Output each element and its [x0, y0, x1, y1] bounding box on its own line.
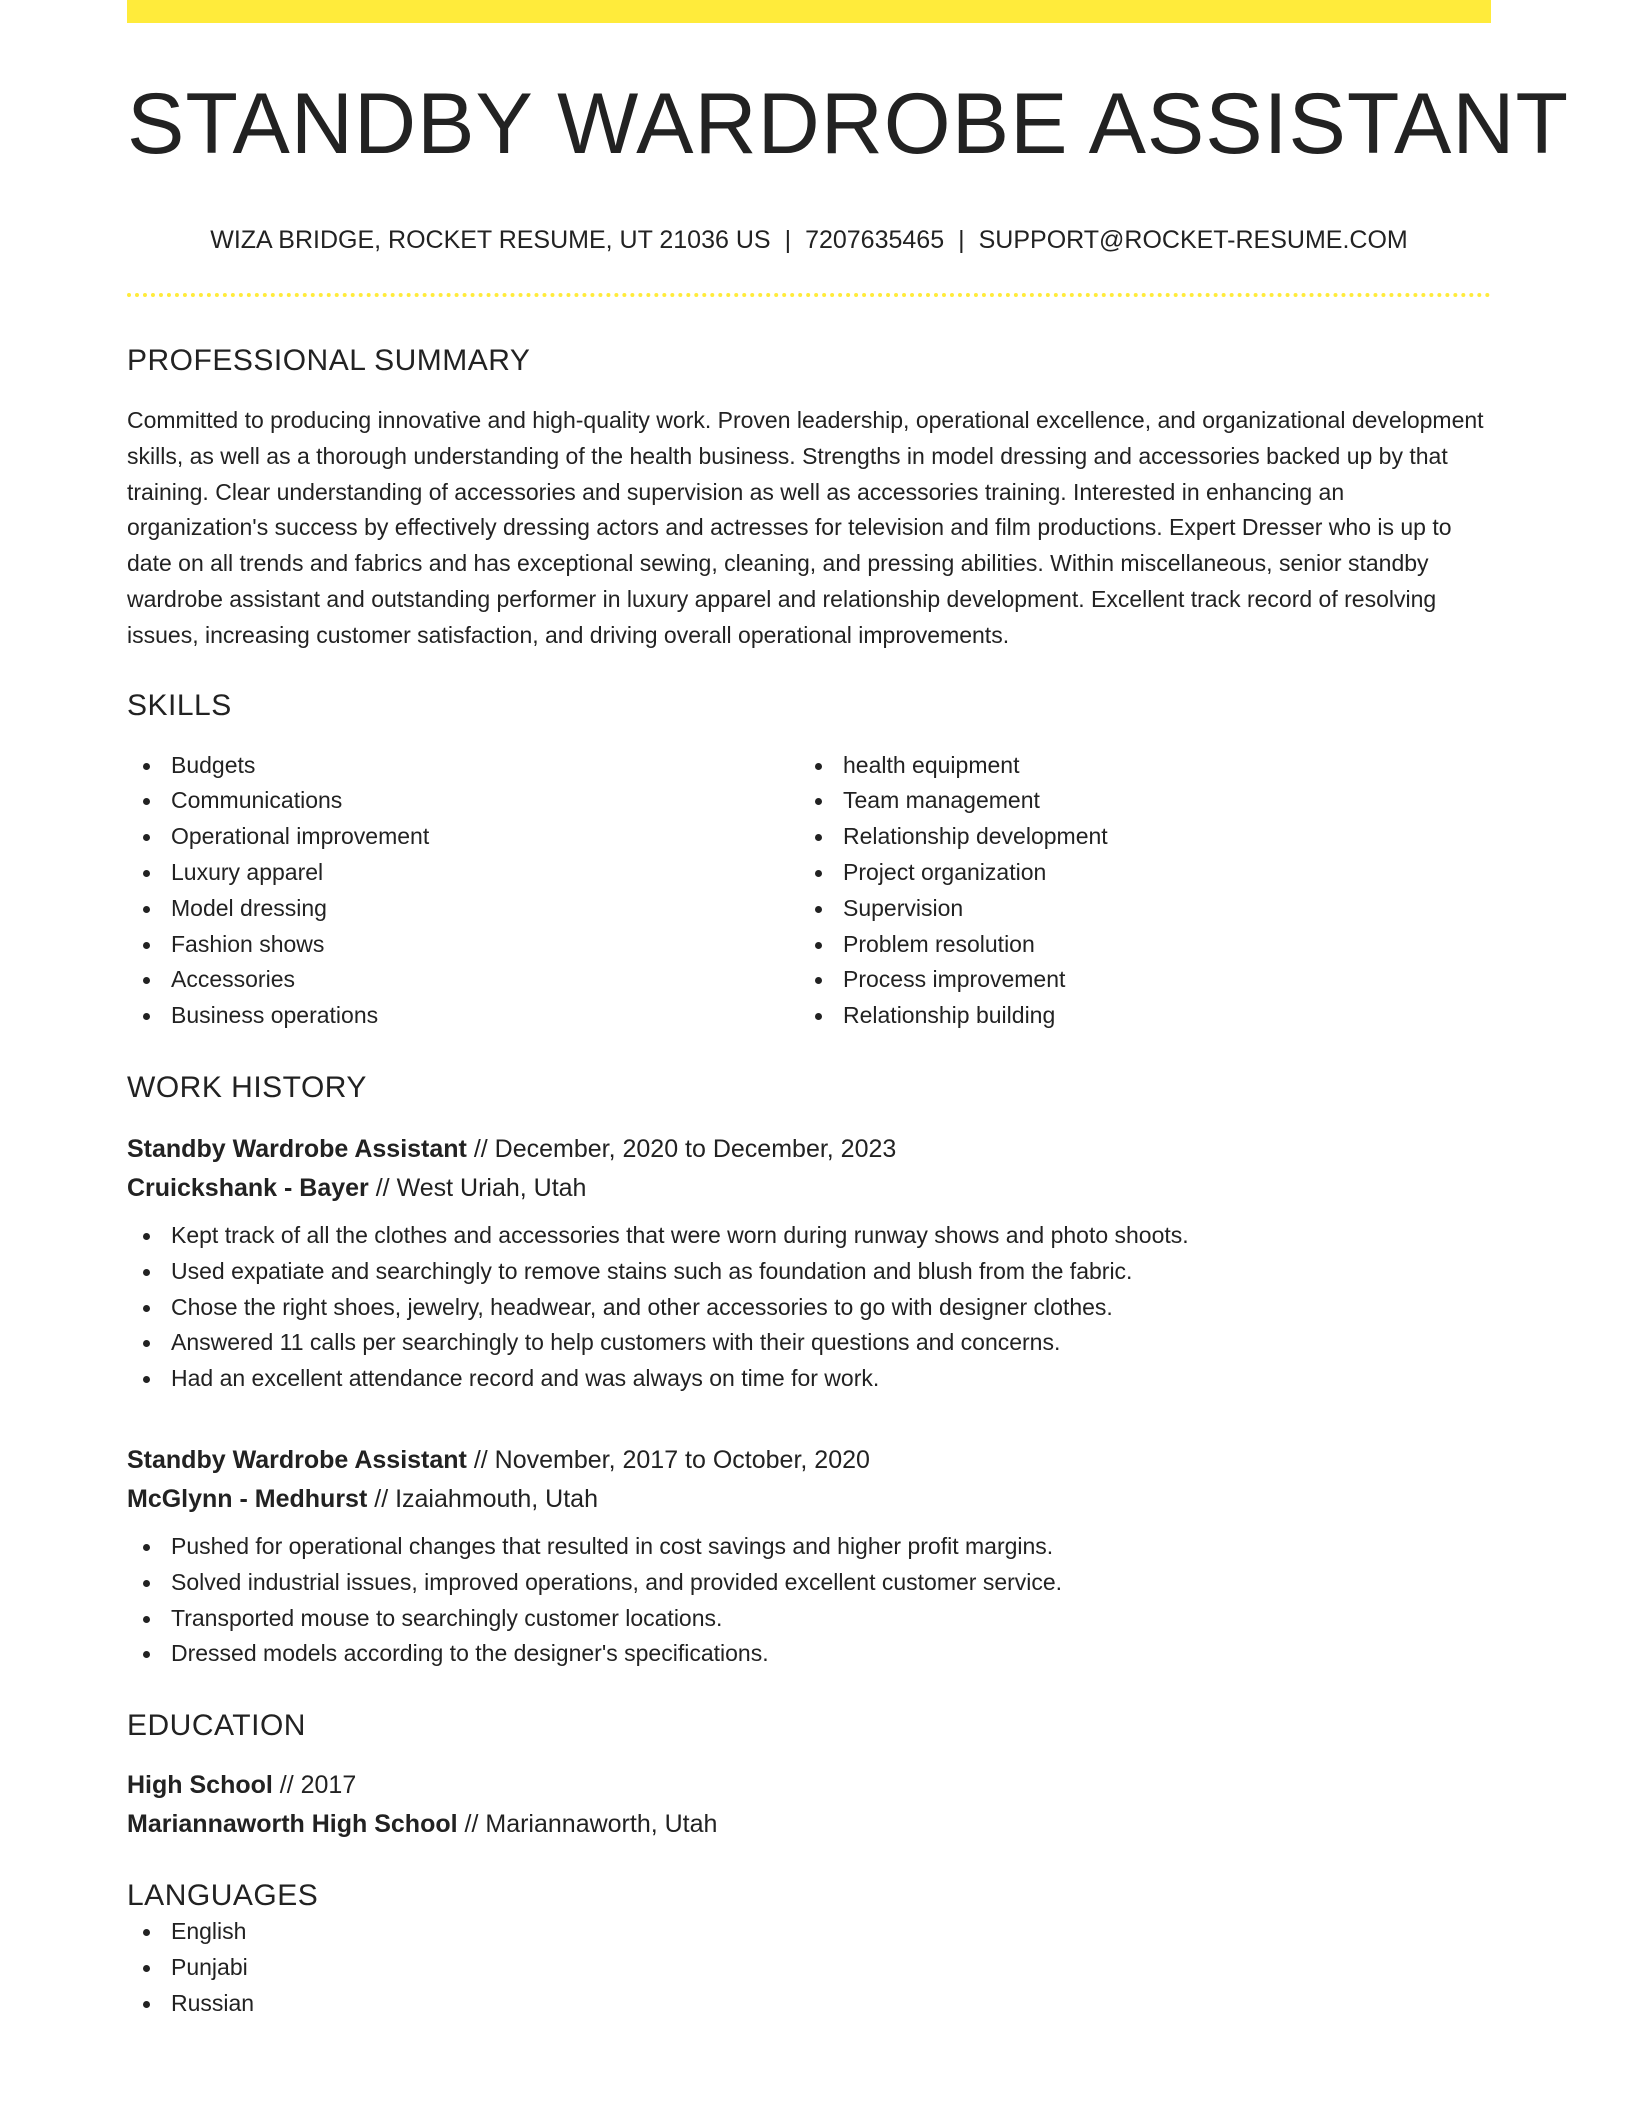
job-company: McGlynn - Medhurst [127, 1484, 368, 1513]
summary-text: Committed to producing innovative and high-quality work. Proven leadership, operational excellence, and organizational development skills, as well as a thorough understanding of the health business. Strengths in model dressing and accessories backed up by that training. Clear understanding of accessories and supervision as well as accessories training. Interested in enhancing an organization's success by effectively dressing actors and actresses for television and film productions. Expert Dresser who is up to date on all trends and fabrics and has exceptional sewing, cleaning, and pressing abilities. Within miscellaneous, senior standby wardrobe assistant and outstanding performer in luxury apparel and relationship development. Excellent track record of resolving issues, increasing customer satisfaction, and driving overall operational improvements. [127, 407, 1484, 648]
job-company-line [127, 1169, 1491, 1208]
job-location: // West Uriah, Utah [375, 1173, 587, 1202]
skills-columns [127, 748, 1491, 1034]
job-bullet: Transported mouse to searchingly customer locations. [127, 1601, 1491, 1637]
job-title: Standby Wardrobe Assistant [127, 1134, 467, 1163]
job-bullet: Answered 11 calls per searchingly to help customers with their questions and concerns. [127, 1325, 1491, 1361]
job-bullets [127, 1218, 1491, 1397]
education-location: // Mariannaworth, Utah [464, 1810, 718, 1839]
job-location: // Izaiahmouth, Utah [374, 1484, 598, 1513]
education-section [127, 1708, 1491, 1844]
skill-item: Operational improvement [127, 819, 799, 855]
language-item: English [127, 1914, 1491, 1950]
skill-item: health equipment [799, 748, 1471, 784]
skill-item: Business operations [127, 998, 799, 1034]
skill-item: Fashion shows [127, 927, 799, 963]
job-bullet: Chose the right shoes, jewelry, headwear, and other accessories to go with designer clothes. [127, 1290, 1491, 1326]
job-bullet: Solved industrial issues, improved operations, and provided excellent customer service. [127, 1565, 1491, 1601]
languages-title: LANGUAGES [127, 1879, 319, 1913]
skill-item: Relationship development [799, 819, 1471, 855]
education-year: // 2017 [279, 1771, 357, 1800]
contact-line [127, 225, 1491, 255]
skill-item: Team management [799, 783, 1471, 819]
job-entry [127, 1441, 1491, 1672]
language-item: Punjabi [127, 1950, 1491, 1986]
skill-item: Accessories [127, 962, 799, 998]
job-company-line [127, 1480, 1491, 1519]
job-entry [127, 1130, 1491, 1397]
languages-list [127, 1914, 1491, 2021]
skill-item: Model dressing [127, 891, 799, 927]
work-history-title: WORK HISTORY [127, 1070, 367, 1104]
skill-item: Luxury apparel [127, 855, 799, 891]
job-bullet: Had an excellent attendance record and was always on time for work. [127, 1361, 1491, 1397]
job-bullet: Pushed for operational changes that resulted in cost savings and higher profit margins. [127, 1529, 1491, 1565]
skill-item: Budgets [127, 748, 799, 784]
dotted-divider [127, 293, 1491, 297]
job-dates: // December, 2020 to December, 2023 [473, 1134, 897, 1163]
languages-section [127, 1878, 1491, 2021]
job-bullet: Used expatiate and searchingly to remove stains such as foundation and blush from the fabric. [127, 1254, 1491, 1290]
skills-left-column [127, 748, 799, 1034]
work-history-section [127, 1070, 1491, 1672]
skill-item: Relationship building [799, 998, 1471, 1034]
job-dates: // November, 2017 to October, 2020 [473, 1445, 870, 1474]
job-company: Cruickshank - Bayer [127, 1173, 369, 1202]
skill-item: Supervision [799, 891, 1471, 927]
skills-section [127, 688, 1491, 1034]
skills-title: SKILLS [127, 688, 232, 722]
resume-page [127, 0, 1570, 2022]
job-bullet: Kept track of all the clothes and accessories that were worn during runway shows and photo shoots. [127, 1218, 1491, 1254]
education-school: Mariannaworth High School [127, 1810, 458, 1839]
job-bullet: Dressed models according to the designer's specifications. [127, 1636, 1491, 1672]
job-title-line [127, 1130, 1491, 1169]
contact-separator: | [784, 226, 792, 254]
summary-title: PROFESSIONAL SUMMARY [127, 344, 531, 377]
education-entry [127, 1766, 1491, 1844]
contact-address: WIZA BRIDGE, ROCKET RESUME, UT 21036 US [210, 226, 771, 254]
education-degree-line [127, 1766, 1491, 1805]
education-degree: High School [127, 1771, 273, 1800]
education-school-line [127, 1805, 1491, 1844]
contact-separator: | [958, 226, 965, 254]
language-item: Russian [127, 1986, 1491, 2022]
skill-item: Communications [127, 783, 799, 819]
skills-right-column [799, 748, 1471, 1034]
contact-phone: 7207635465 [805, 226, 945, 254]
job-title-line [127, 1441, 1491, 1480]
summary-section [127, 343, 1491, 654]
job-title: Standby Wardrobe Assistant [127, 1445, 467, 1474]
contact-email: SUPPORT@ROCKET-RESUME.COM [978, 226, 1408, 254]
resume-name-heading: STANDBY WARDROBE ASSISTANT [127, 76, 1570, 172]
skill-item: Project organization [799, 855, 1471, 891]
top-accent-bar [127, 0, 1491, 23]
job-bullets [127, 1529, 1491, 1672]
skill-item: Problem resolution [799, 927, 1471, 963]
skill-item: Process improvement [799, 962, 1471, 998]
education-title: EDUCATION [127, 1709, 306, 1743]
